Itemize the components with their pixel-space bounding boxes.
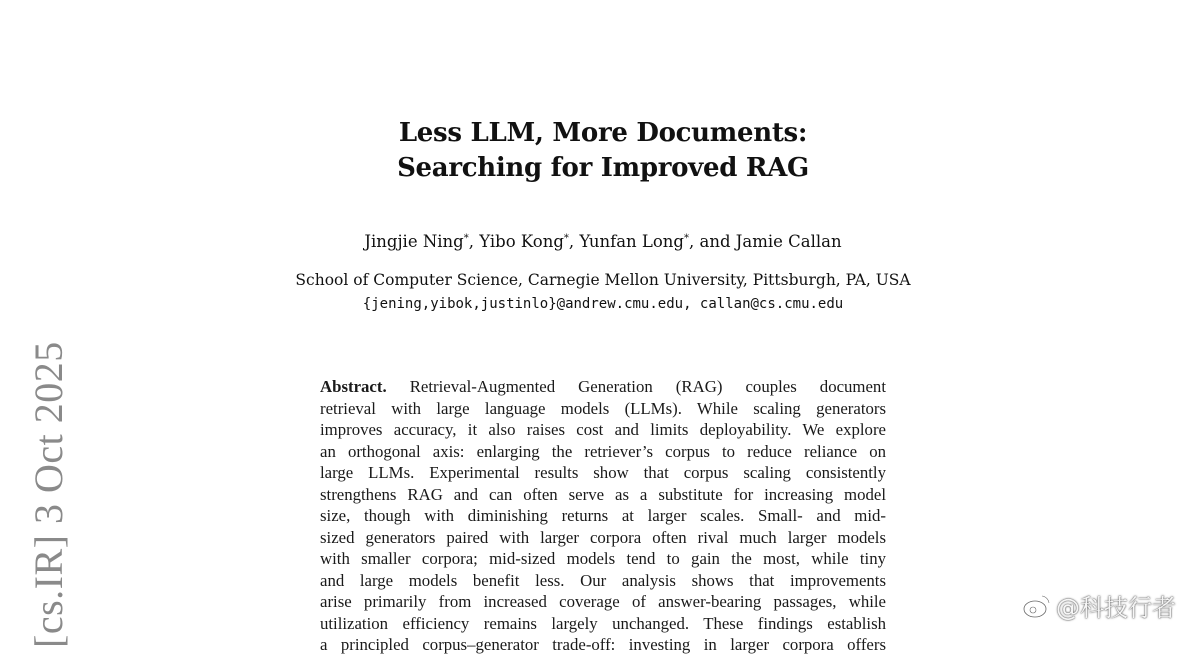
abstract-line: a principled corpus–generator trade-off: investing in larger corpora offers <box>320 635 886 654</box>
abstract-line: and large models benefit less. Our analysis shows that improvements <box>320 570 886 590</box>
weibo-logo-icon <box>1022 591 1052 621</box>
abstract-line: strengthens RAG and can often serve as a substitute for increasing model <box>320 484 886 504</box>
author-separator: , <box>568 232 580 251</box>
author-name: Yunfan Long <box>579 232 684 251</box>
abstract-line: size, though with diminishing returns at larger scales. Small- and mid- <box>320 506 886 525</box>
equal-contribution-mark: * <box>563 233 569 244</box>
abstract-line: improves accuracy, it also raises cost and limits deployability. We explore <box>320 420 886 439</box>
watermark-text: @科技行者 <box>1056 594 1176 622</box>
abstract-label: Abstract. <box>320 377 387 396</box>
abstract-line: utilization efficiency remains largely unchanged. These findings establish <box>320 613 886 633</box>
abstract-line: arise primarily from increased coverage of answer-bearing passages, while <box>320 592 886 611</box>
equal-contribution-mark: * <box>463 233 469 244</box>
author-name: Yibo Kong <box>479 232 564 251</box>
author-name: Jamie Callan <box>735 232 842 251</box>
equal-contribution-mark: * <box>684 233 689 244</box>
paper-title-line-2: Searching for Improved RAG <box>397 153 809 183</box>
abstract-line: retrieval with large language models (LLMs). While scaling generators <box>320 398 886 418</box>
author-separator: , <box>468 232 480 251</box>
author-list <box>0 228 1200 253</box>
affiliation: School of Computer Science, Carnegie Mellon University, Pittsburgh, PA, USA <box>295 271 911 289</box>
abstract <box>320 376 886 656</box>
author-name: Jingjie Ning <box>364 232 464 251</box>
source-watermark <box>1022 588 1176 623</box>
abstract-line: an orthogonal axis: enlarging the retriever’s corpus to reduce reliance on <box>320 441 886 461</box>
author-emails: {jening,yibok,justinlo}@andrew.cmu.edu, callan@cs.cmu.edu <box>362 296 844 312</box>
paper-title-line-1: Less LLM, More Documents: <box>398 118 808 148</box>
abstract-line-text: Retrieval-Augmented Generation (RAG) couples document <box>386 377 886 396</box>
arxiv-side-stamp: [cs.IR] 3 Oct 2025 <box>26 341 71 648</box>
author-separator: , and <box>689 232 736 251</box>
abstract-line <box>320 376 886 398</box>
abstract-line: large LLMs. Experimental results show that corpus scaling consistently <box>320 463 886 482</box>
abstract-line: sized generators paired with larger corpora often rival much larger models <box>320 527 886 547</box>
abstract-line: with smaller corpora; mid-sized models tend to gain the most, while tiny <box>320 549 886 568</box>
